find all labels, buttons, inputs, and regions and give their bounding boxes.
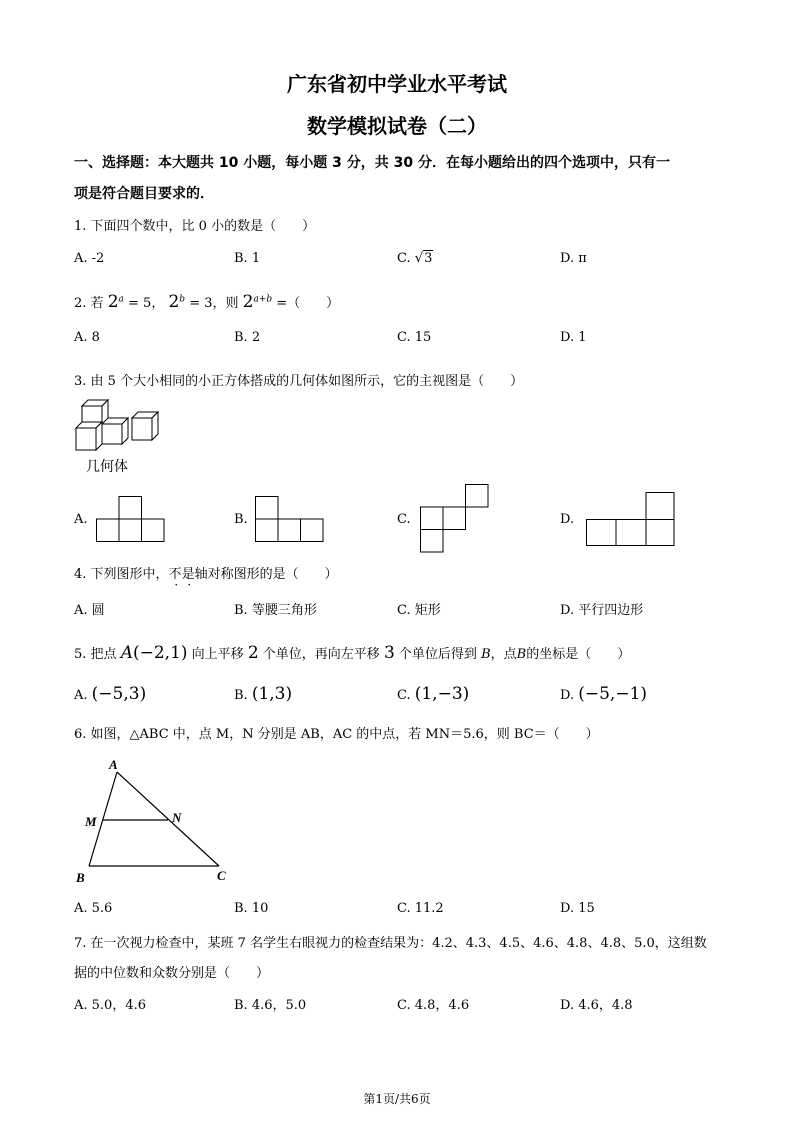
question-5-stem: 5. 把点 A(−2,1) 向上平移 2 个单位，再向左平移 3 个单位后得到 B，点B的坐标是（ ） (74, 643, 631, 663)
question-1-stem: 1. 下面四个数中，比 0 小的数是（ ） (74, 219, 316, 234)
label-n: N (172, 810, 182, 825)
triangle-figure (74, 754, 244, 889)
question-5-option-b: B. (1,3) (234, 684, 293, 704)
question-3-option-b-label: B. (234, 512, 248, 527)
question-5-option-c: C. (1,−3) (397, 684, 470, 704)
question-7-stem-line1: 7. 在一次视力检查中，某班 7 名学生右眼视力的检查结果为：4.2、4.3、4.5、4.6、4.8、4.8、5.0，这组数 (74, 936, 707, 951)
question-7-option-a: A. 5.0，4.6 (74, 998, 147, 1013)
question-4-option-d: D. 平行四边形 (560, 603, 644, 618)
label-c: C (217, 868, 226, 883)
question-3-stem: 3. 由 5 个大小相同的小正方体搭成的几何体如图所示，它的主视图是（ ） (74, 374, 524, 389)
question-4-option-c: C. 矩形 (397, 603, 441, 618)
question-7-option-c: C. 4.8，4.6 (397, 998, 470, 1013)
question-4-stem: 4. 下列图形中，不是轴对称图形的是（ ） (74, 567, 338, 582)
question-3-option-a-label: A. (74, 512, 88, 527)
section-instructions-line2: 项是符合题目要求的． (74, 186, 214, 202)
question-7-option-d: D. 4.6，4.8 (560, 998, 633, 1013)
label-m: M (85, 814, 97, 829)
label-b: B (76, 870, 85, 885)
question-1-option-b: B. 1 (234, 251, 261, 266)
cubes-3d-figure (74, 396, 164, 456)
question-6-option-d: D. 15 (560, 901, 595, 916)
question-2-option-b: B. 2 (234, 330, 261, 345)
question-2-option-d: D. 1 (560, 330, 587, 345)
question-6-option-b: B. 10 (234, 901, 269, 916)
question-1-option-d: D. π (560, 251, 587, 266)
option-c-front-view (420, 484, 492, 556)
figure-caption: 几何体 (86, 459, 128, 475)
option-d-front-view (586, 492, 676, 550)
question-4-option-b: B. 等腰三角形 (234, 603, 317, 618)
question-1-option-c: C. √3 (397, 251, 433, 266)
question-2-option-c: C. 15 (397, 330, 432, 345)
question-6-option-a: A. 5.6 (74, 901, 113, 916)
page-number: 第1页/共6页 (363, 1092, 431, 1106)
page-title: 广东省初中学业水平考试 (287, 72, 507, 96)
question-3-option-d-label: D. (560, 512, 575, 527)
question-7-option-b: B. 4.6，5.0 (234, 998, 307, 1013)
option-a-front-view (96, 496, 168, 544)
side-ac (117, 772, 219, 866)
question-4-option-a: A. 圆 (74, 603, 105, 618)
question-2-stem: 2. 若 2$^a$ = 5， 2$^b$ = 3，则 $2^{a+b}$ =（ ） (74, 292, 340, 312)
sqrt-symbol: √ (414, 251, 424, 266)
question-7-stem-line2: 据的中位数和众数分别是（ ） (74, 966, 270, 981)
question-5-option-a: A. (−5,3) (74, 684, 147, 704)
question-3-option-c-label: C. (397, 512, 411, 527)
question-6-stem: 6. 如图，△ABC 中，点 M，N 分别是 AB，AC 的中点，若 MN＝5.6，则 BC＝（ ） (74, 727, 599, 742)
emphasis-mark: 不 (168, 567, 182, 582)
label-a: A (109, 757, 118, 772)
question-1-option-a: A. -2 (74, 251, 105, 266)
emphasis-mark: 是 (181, 567, 195, 582)
page-subtitle: 数学模拟试卷（二） (307, 114, 487, 138)
section-instructions-line1: 一、选择题：本大题共 10 小题，每小题 3 分，共 30 分．在每小题给出的四个选项中，只有一 (74, 155, 670, 171)
question-5-option-d: D. (−5,−1) (560, 684, 648, 704)
question-2-option-a: A. 8 (74, 330, 100, 345)
option-b-front-view (255, 496, 327, 544)
sqrt-radicand: 3 (424, 251, 433, 266)
question-6-option-c: C. 11.2 (397, 901, 444, 916)
